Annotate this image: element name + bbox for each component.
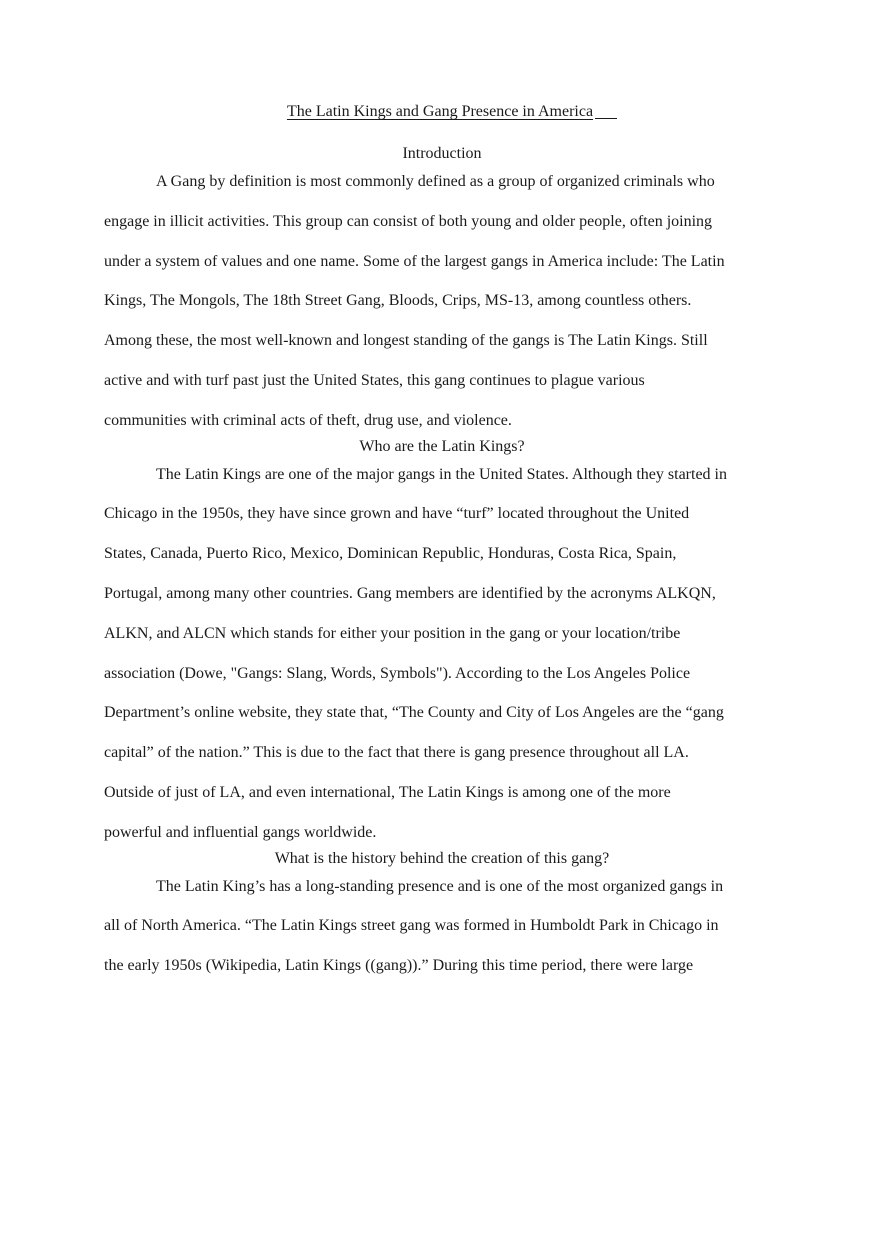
text-line: The Latin King’s has a long-standing presence and is one of the most organized gangs in [156,877,724,895]
text-line: engage in illicit activities. This group can consist of both young and older people, often joining [104,212,713,230]
paragraph [104,455,780,853]
section-introduction [104,142,780,441]
text-line: Chicago in the 1950s, they have since grown and have “turf” located throughout the United [104,505,690,523]
text-line: the early 1950s (Wikipedia, Latin Kings ((gang)).” During this time period, there were large [104,957,694,975]
section-heading: What is the history behind the creation of this gang? [274,849,610,867]
text-line: Department’s online website, they state that, “The County and City of Los Angeles are the “gang [104,704,724,722]
text-line: Outside of just of LA, and even international, The Latin Kings is among one of the more [104,783,671,801]
paragraph [104,162,780,441]
text-line: under a system of values and one name. Some of the largest gangs in America include: The Latin [104,252,725,270]
section-history [104,847,780,986]
text-line: Among these, the most well-known and longest standing of the gangs is The Latin Kings. Still [104,332,708,350]
text-line: all of North America. “The Latin Kings street gang was formed in Humboldt Park in Chicago in [104,917,719,935]
text-line: The Latin Kings are one of the major gangs in the United States. Although they started in [156,465,727,483]
text-line: communities with criminal acts of theft, drug use, and violence. [104,411,512,429]
document-title-text: The Latin Kings and Gang Presence in America [286,103,594,120]
text-line: States, Canada, Puerto Rico, Mexico, Dominican Republic, Honduras, Costa Rica, Spain, [104,545,677,563]
text-line: Portugal, among many other countries. Gang members are identified by the acronyms ALKQN, [104,584,716,602]
text-line: Kings, The Mongols, The 18th Street Gang, Bloods, Crips, MS-13, among countless others. [104,292,692,310]
text-line: ALKN, and ALCN which stands for either your position in the gang or your location/tribe [104,624,681,642]
document-title [104,100,780,124]
text-line: active and with turf past just the United States, this gang continues to plague various [104,371,645,389]
section-heading: Introduction [402,145,482,162]
text-line: A Gang by definition is most commonly defined as a group of organized criminals who [156,173,715,190]
document-page [104,100,780,986]
paragraph [104,867,780,986]
section-who-are-latin-kings [104,435,780,853]
section-heading: Who are the Latin Kings? [359,437,525,455]
title-underline-tail [595,117,617,119]
text-line: capital” of the nation.” This is due to the fact that there is gang presence throughout all LA. [104,744,689,762]
text-line: powerful and influential gangs worldwide. [104,823,377,841]
text-line: association (Dowe, "Gangs: Slang, Words, Symbols"). According to the Los Angeles Police [104,664,691,682]
